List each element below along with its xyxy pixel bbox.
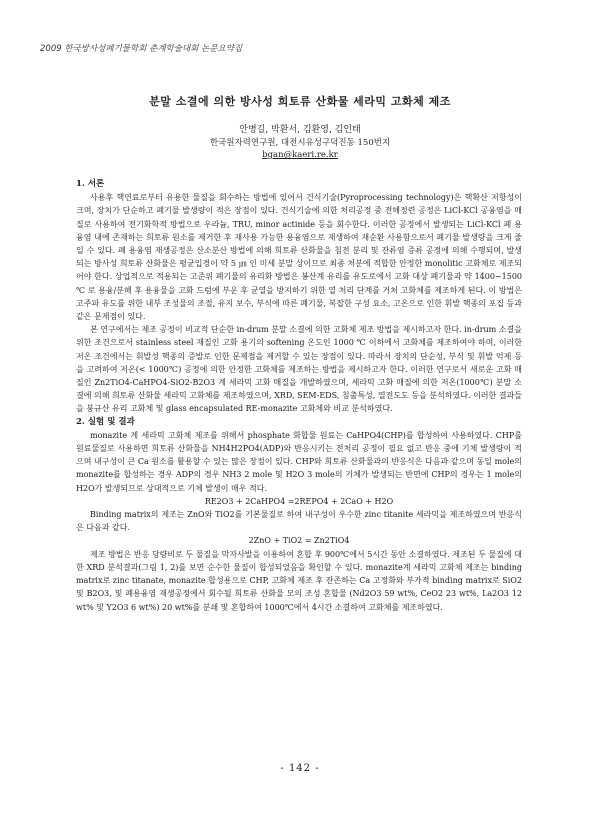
running-head: 2009 한국방사성폐기물학회 춘계학술대회 논문요약집	[40, 44, 243, 54]
experiment-paragraph-3: 제조 방법은 반응 당량비로 두 물질을 막자사발을 이용하여 혼합 후 900℃에서 5시간 동안 소결하였다. 제조된 두 물질에 대한 XRD 분석결과(그림 1, 2)를 보면 순수한 물질이 합성되었음을 확인할 수 있다. monazite계 세라믹 고화체 제조는 binding matrix로 zinc titanate, monazite 합성용으로 CHP, 고화체 제조 후 잔존하는 Ca 고정화와 부가적 binding matrix로 SiO2 및 B2O3, 및 폐용융염 재생공정에서 회수될 희토류 산화물 모의 조성 혼합물 (Nd2O3 59 wt%, CeO2 23 wt%, La2O3 12 wt% 및 Y2O3 6 wt%) 20 wt%를 분쇄 및 혼합하여 1000℃에서 4시간 소결하여 고화체를 제조하였다.	[76, 549, 522, 612]
body-text	[76, 178, 522, 614]
equation-1: RE2O3 + 2CaHPO4 =2REPO4 + 2CaO + H2O	[204, 496, 394, 506]
equation-2: 2ZnO + TiO2 = Zn2TiO4	[248, 536, 350, 546]
email-line	[0, 150, 600, 160]
experiment-paragraph-1: monazite 계 세라믹 고화체 제조를 위해서 phosphate 화합물 원료는 CaHPO4(CHP)를 합성하여 사용하였다. CHP를 원료물질로 사용하면 희토류 산화물을 NH4H2PO4(ADP)와 반응시키는 전처리 공정이 필요 없고 반응 중에 기체 발생량이 적으며 내구성이 큰 Ca 원소를 활용할 수 있는 많은 장점이 있다. CHP와 희토류 산화물과의 반응식은 다음과 같으며 동일 mole의 monazite를 합성하는 경우 ADP의 경우 NH3 2 mole 및 H2O 3 mole의 기체가 발생되는 반면에 CHP의 경우는 1 mole의 H2O가 발생되므로 상대적으로 기체 발생이 매우 적다.	[76, 430, 522, 493]
section-heading-experiment: 2. 실험 및 결과	[76, 416, 135, 427]
page-number: - 142 -	[280, 763, 320, 774]
section-heading-intro: 1. 서론	[76, 179, 105, 189]
intro-paragraph-2: 본 연구에서는 제조 공정이 비교적 단순한 in-drum 분말 소결에 의한 고화체 제조 방법을 제시하고자 한다. in-drum 소결을 위한 조건으로서 stainless steel 재질인 고화 용기의 softening 온도인 1000 ℃ 이하에서 고화체를 제조하여야 하며, 이러한 저온 조건에서는 휘발성 핵종의 증발로 인한 문제점을 제거할 수 있는 장점이 있다. 따라서 장치의 단순성, 부식 및 휘발 억제 등을 고려하여 저온(< 1000℃) 공정에 의한 안정한 고화체를 제조하는 방법을 제시하고자 한다. 이러한 연구로서 새로운 고화 매질인 Zn2TiO4-CaHPO4-SiO2-B2O3 계 세라믹 고화 매질을 개발하였으며, 세라믹 고화 매질에 의한 저온(1000℃) 분말 소결에 의해 희토류 산화물 세라믹 고화체를 제조하였으며, XRD, SEM-EDS, 침출특성, 열전도도 등을 분석하였다. 이러한 결과들을 붕규산 유리 고화체 및 glass encapsulated RE-monazite 고화체와 비교 분석하였다.	[76, 325, 522, 414]
intro-paragraph-1: 사용후 핵연료로부터 유용한 물질을 회수하는 방법에 있어서 건식기술(Pyroprocessing technology)은 핵확산 저항성이 크며, 장치가 단순하고 폐기물 발생량이 적은 장점이 있다. 건식기술에 의한 처리공정 중 전해정련 공정은 LiCl-KCl 공융염을 매질로 사용하여 전기화학적 방법으로 우라늄, TRU, minor actinide 등을 회수한다. 이러한 공정에서 발생되는 LiCl-KCl 폐 용융염 내에 존재하는 희토류 원소를 제거한 후 재사용 가능한 용융염으로 재생하여 재순환 사용함으로서 폐기물 발생량을 크게 줄일 수 있다. 폐 용융염 재생공정은 산소분산 방법에 의해 희토류 산화물을 침전 분리 및 잔류염 증류 공정에 의해 수행되며, 발생되는 방사성 희토류 산화물은 평균입경이 약 5 ㎛ 인 미세 분말 상이므로 최종 처분에 적합한 안정한 monolitic 고화체로 제조되어야 한다. 상업적으로 적용되는 고준위 폐기물의 유리화 방법은 봉산계 유리를 유도로에서 고화 대상 폐기물과 약 1400~1500 ℃ 로 용융/분해 후 용융물을 고화 드럼에 부운 후 균열을 방지하기 위한 열 처리 단계를 거쳐 고화체를 제조하게 된다. 이 방법은 고주파 유도를 위한 내부 조성물의 조절, 유지 보수, 부식에 따른 폐기물, 복잡한 구성 요소, 고온으로 인한 휘발 핵종의 포집 등과 같은 문제점이 있다.	[76, 193, 522, 322]
paper-title: 분말 소결에 의한 방사성 희토류 산화물 세라믹 고화체 제조	[149, 95, 451, 108]
experiment-paragraph-2: Binding matrix의 제조는 ZnO와 TiO2를 기본물질로 하여 내구성이 우수한 zinc titanite 세라믹을 제조하였으며 반응식은 다음과 같다.	[76, 510, 522, 533]
email-link[interactable]: bgan@kaeri.re.kr	[262, 150, 338, 160]
author-list: 안병길, 박환서, 김환영, 김인태	[239, 125, 361, 135]
affiliation: 한국원자력연구원, 대전시유성구덕진동 150번지	[209, 138, 391, 148]
